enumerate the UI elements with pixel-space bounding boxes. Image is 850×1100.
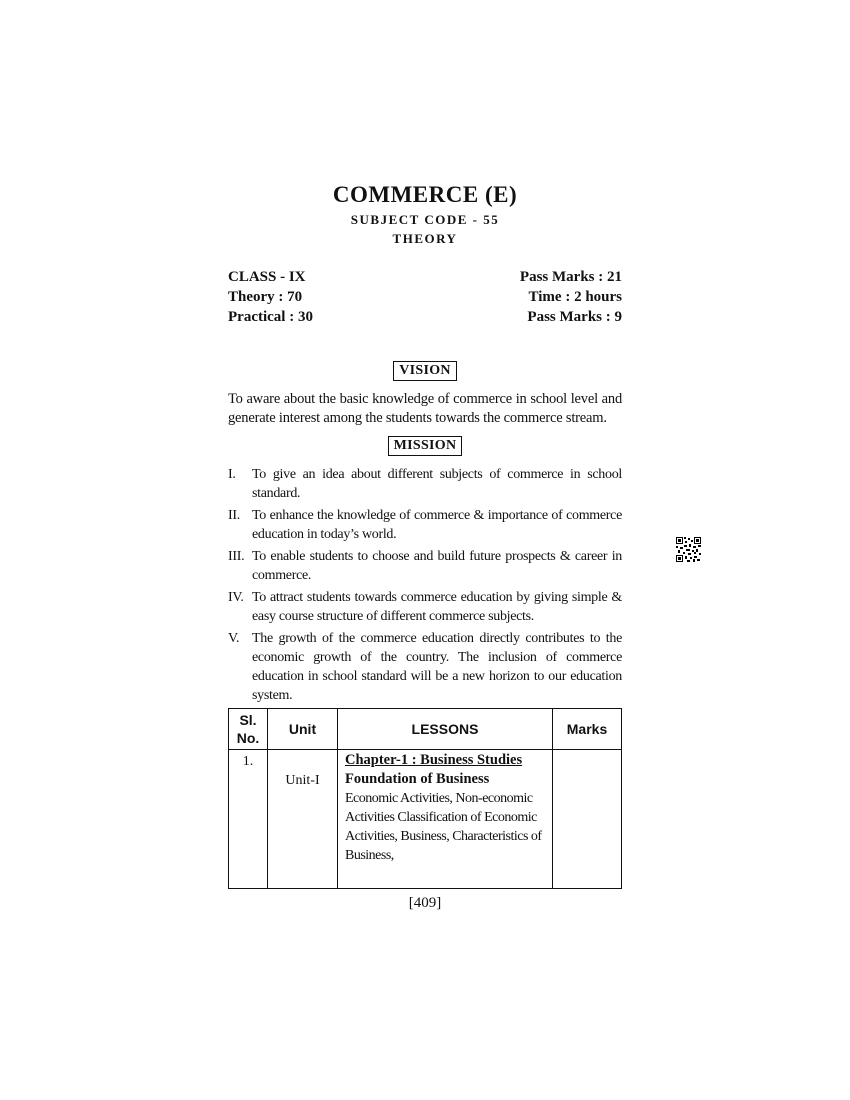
practical-marks: Practical : 30 bbox=[228, 309, 313, 325]
vision-heading-wrap bbox=[228, 361, 622, 381]
section-type: THEORY bbox=[392, 231, 458, 246]
header-sl-no: Sl. No. bbox=[229, 709, 268, 750]
list-item-number: II. bbox=[228, 508, 240, 523]
cell-lessons bbox=[338, 750, 553, 889]
pass-marks-practical: Pass Marks : 9 bbox=[527, 309, 622, 325]
chapter-topic: Foundation of Business bbox=[345, 771, 490, 787]
header-lessons: LESSONS bbox=[338, 709, 553, 750]
list-item-text: To attract students towards commerce education by giving simple & easy course structure of different commerce subjects. bbox=[252, 590, 622, 624]
chapter-title: Chapter-1 : Business Studies bbox=[345, 752, 523, 768]
list-item-text: The growth of the commerce education directly contributes to the economic growth of the country. The inclusion of commerce education in school standard will be a new horizon to our education system. bbox=[252, 631, 622, 703]
list-item bbox=[228, 465, 622, 503]
page-title: COMMERCE (E) bbox=[332, 182, 518, 207]
mission-heading-wrap bbox=[228, 436, 622, 456]
mission-heading: MISSION bbox=[388, 436, 463, 456]
lessons-table bbox=[228, 708, 622, 889]
list-item-number: V. bbox=[228, 631, 240, 646]
list-item bbox=[228, 547, 622, 585]
header-marks: Marks bbox=[553, 709, 622, 750]
chapter-content: Economic Activities, Non-economic Activities Classification of Economic Activities, Business, Characteristics of Business, bbox=[345, 791, 542, 863]
list-item bbox=[228, 629, 622, 705]
list-item-number: I. bbox=[228, 467, 236, 482]
table-row bbox=[229, 750, 622, 889]
qr-code-icon bbox=[676, 537, 701, 562]
mission-list bbox=[228, 465, 622, 705]
subject-code: SUBJECT CODE - 55 bbox=[350, 212, 500, 227]
cell-unit: Unit-I bbox=[268, 750, 338, 889]
list-item-text: To give an idea about different subjects of commerce in school standard. bbox=[252, 467, 622, 501]
list-item-text: To enable students to choose and build future prospects & career in commerce. bbox=[252, 549, 622, 583]
table-header-row bbox=[229, 709, 622, 750]
class-label: CLASS - IX bbox=[228, 269, 306, 285]
vision-text: To aware about the basic knowledge of commerce in school level and generate interest among the students towards the commerce stream. bbox=[228, 391, 622, 426]
list-item bbox=[228, 588, 622, 626]
document-page bbox=[228, 180, 622, 912]
list-item-text: To enhance the knowledge of commerce & importance of commerce education in today’s world. bbox=[252, 508, 622, 542]
header-unit: Unit bbox=[268, 709, 338, 750]
list-item bbox=[228, 506, 622, 544]
cell-marks bbox=[553, 750, 622, 889]
cell-sl-no: 1. bbox=[229, 750, 268, 889]
exam-time: Time : 2 hours bbox=[528, 289, 622, 305]
page-number: [409] bbox=[408, 895, 442, 911]
list-item-number: IV. bbox=[228, 590, 244, 605]
list-item-number: III. bbox=[228, 549, 245, 564]
theory-marks: Theory : 70 bbox=[228, 289, 303, 305]
pass-marks-total: Pass Marks : 21 bbox=[519, 269, 622, 285]
vision-heading: VISION bbox=[393, 361, 457, 381]
exam-meta bbox=[228, 267, 622, 327]
